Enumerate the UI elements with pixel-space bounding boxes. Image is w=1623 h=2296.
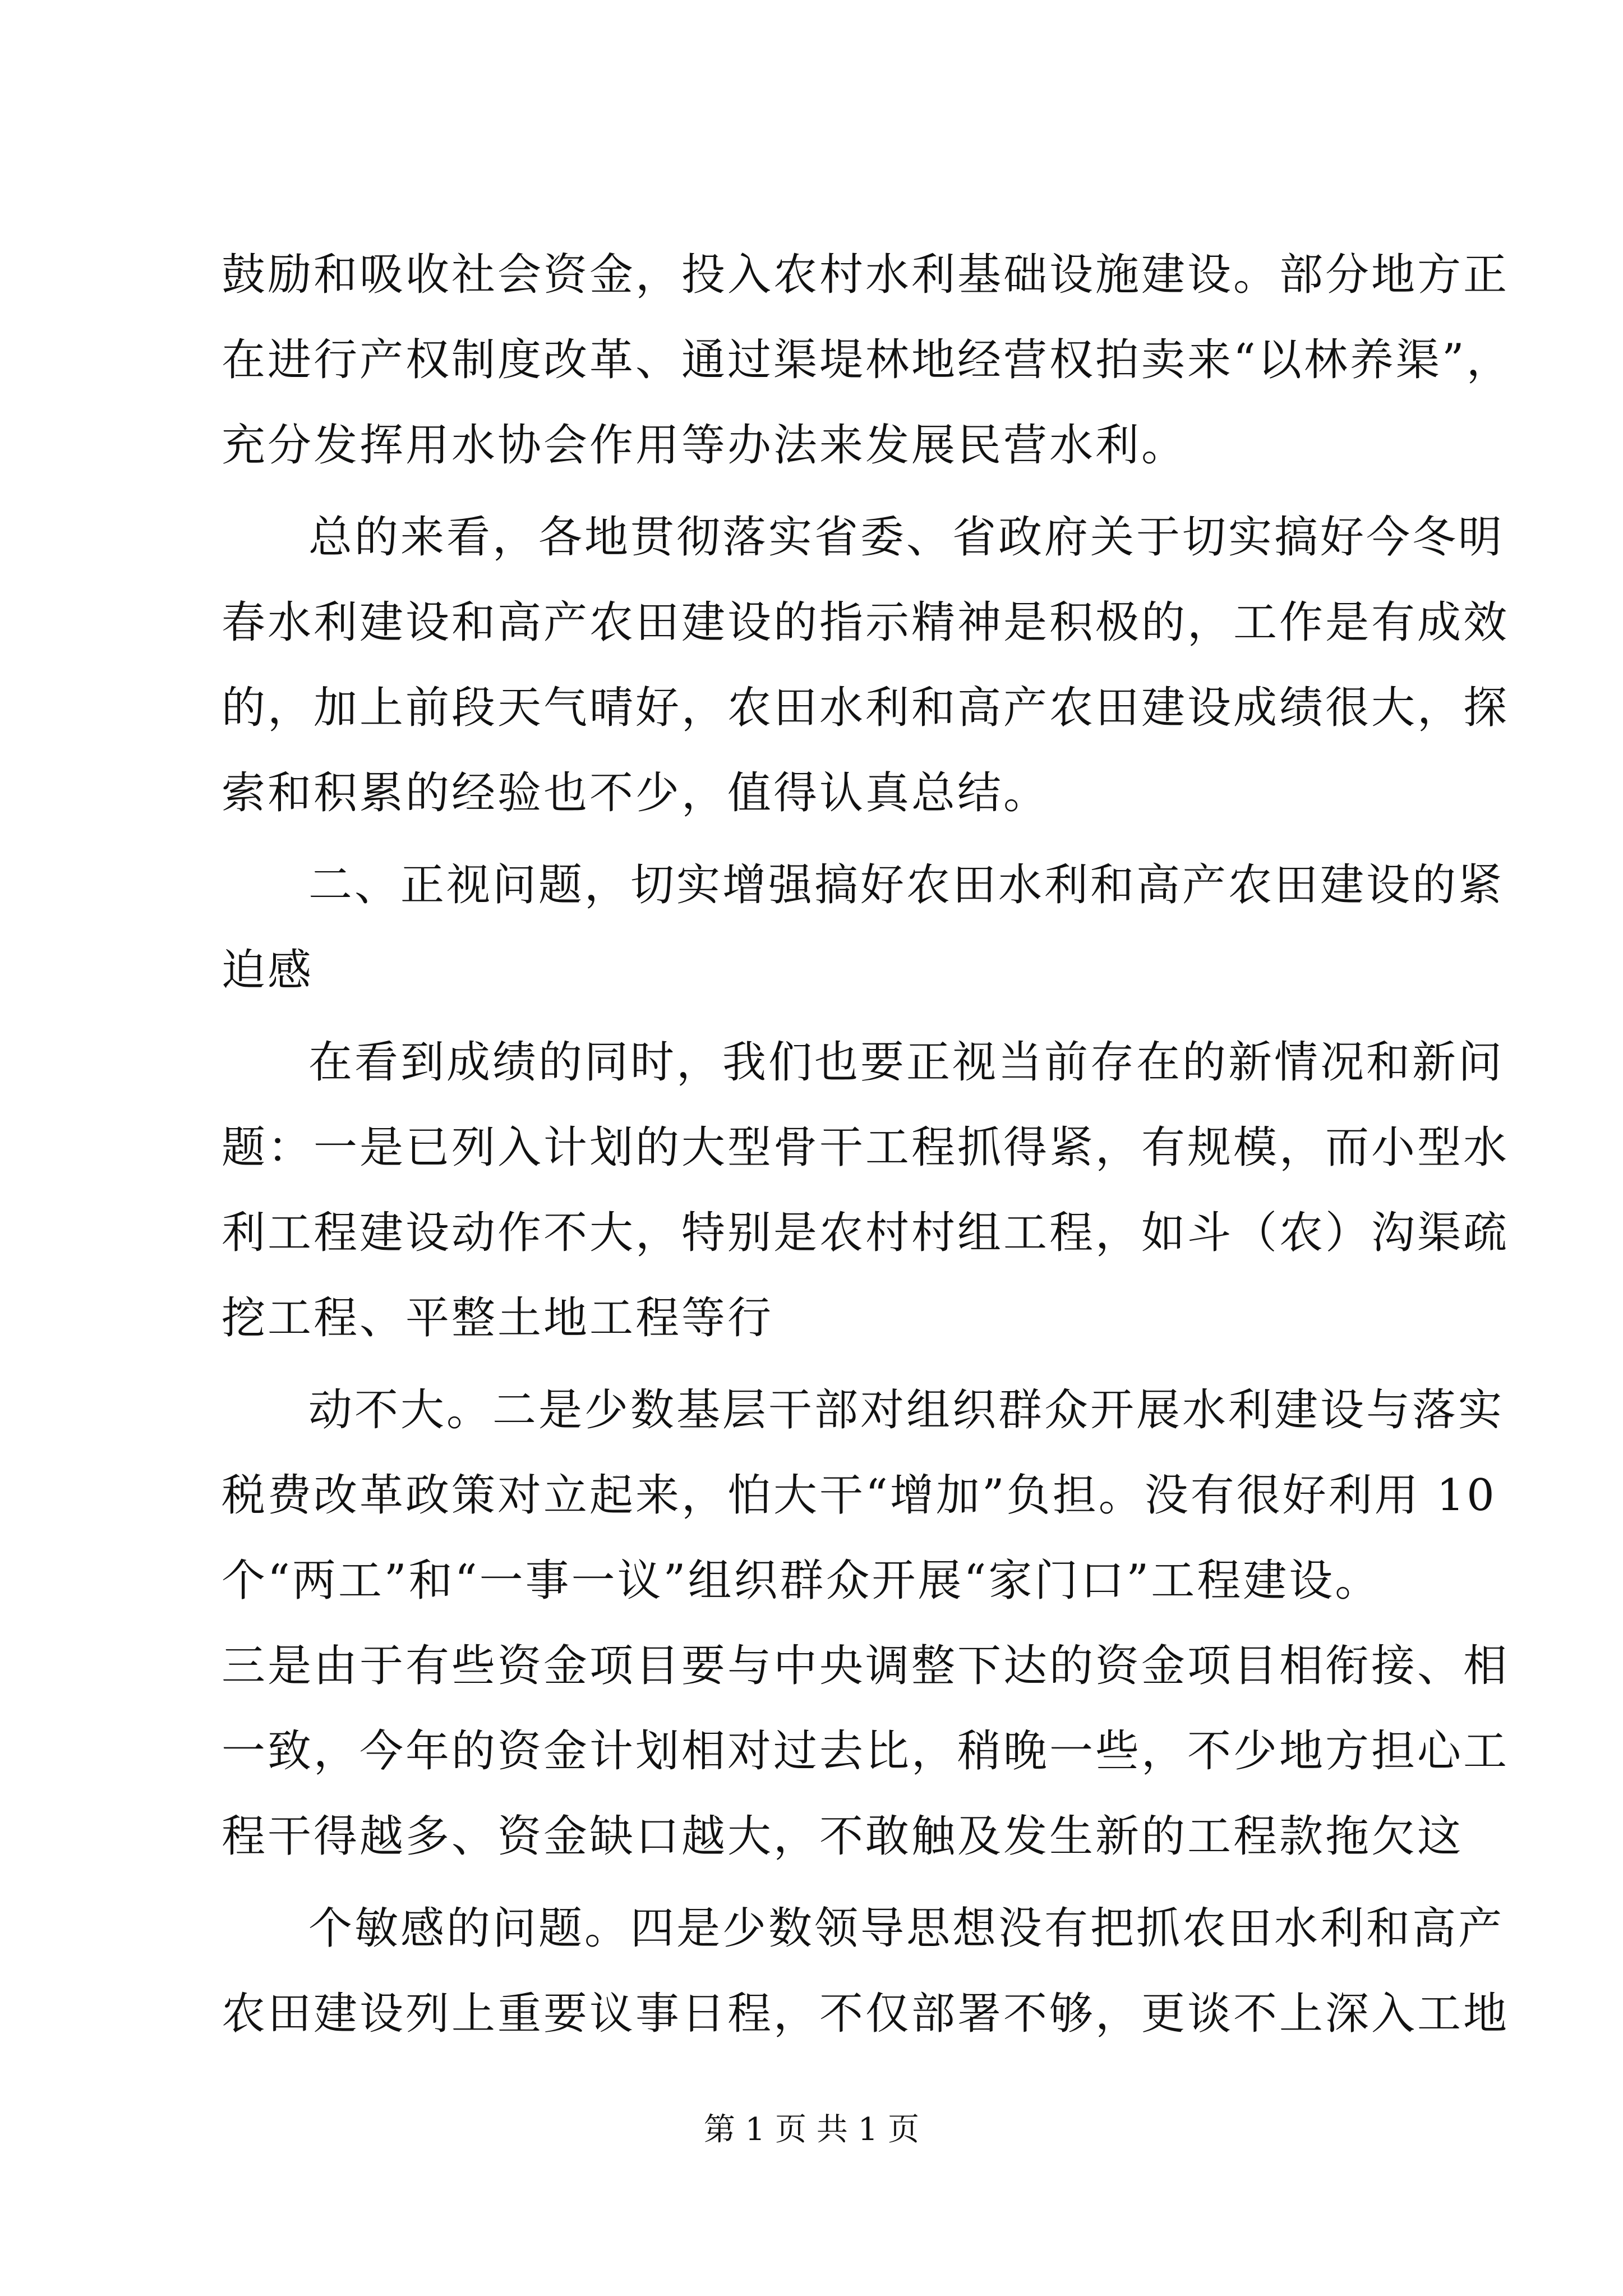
page-footer: 第 1 页 共 1 页 bbox=[703, 2111, 920, 2148]
text-line: 税费改革政策对立起来，怕大干“增加”负担。没有很好利用 10 bbox=[222, 1470, 1497, 1521]
text-line: 利工程建设动作不大，特别是农村村组工程，如斗（农）沟渠疏 bbox=[222, 1208, 1510, 1258]
text-line: 索和积累的经验也不少，值得认真总结。 bbox=[222, 768, 1050, 818]
paragraph-first-line: 在看到成绩的同时，我们也要正视当前存在的新情况和新问 bbox=[308, 1037, 1505, 1088]
paragraph-first-line: 动不大。二是少数基层干部对组织群众开展水利建设与落实 bbox=[308, 1385, 1505, 1435]
text-line: 三是由于有些资金项目要与中央调整下达的资金项目相衔接、相 bbox=[222, 1641, 1510, 1691]
text-line: 鼓励和吸收社会资金，投入农村水利基础设施建设。部分地方正 bbox=[222, 250, 1510, 300]
text-line: 在进行产权制度改革、通过渠堤林地经营权拍卖来“以林养渠”， bbox=[222, 335, 1513, 385]
text-line: 题：一是已列入计划的大型骨干工程抓得紧，有规模，而小型水 bbox=[222, 1122, 1510, 1173]
paragraph-first-line: 个敏感的问题。四是少数领导思想没有把抓农田水利和高产 bbox=[308, 1903, 1505, 1954]
paragraph-first-line: 总的来看，各地贯彻落实省委、省政府关于切实搞好今冬明 bbox=[308, 512, 1505, 563]
text-line: 充分发挥用水协会作用等办法来发展民营水利。 bbox=[222, 420, 1188, 471]
text-line: 的，加上前段天气晴好，农田水利和高产农田建设成绩很大，探 bbox=[222, 683, 1510, 733]
text-line: 一致，今年的资金计划相对过去比，稍晚一些，不少地方担心工 bbox=[222, 1726, 1510, 1777]
section-heading: 二、正视问题，切实增强搞好农田水利和高产农田建设的紧 bbox=[308, 860, 1505, 910]
text-line: 程干得越多、资金缺口越大，不敢触及发生新的工程款拖欠这 bbox=[222, 1811, 1464, 1862]
text-line: 个“两工”和“一事一议”组织群众开展“家门口”工程建设。 bbox=[222, 1556, 1381, 1606]
text-line: 挖工程、平整土地工程等行 bbox=[222, 1293, 774, 1343]
text-line: 农田建设列上重要议事日程，不仅部署不够，更谈不上深入工地 bbox=[222, 1989, 1510, 2039]
section-heading-continued: 迫感 bbox=[222, 945, 314, 996]
text-line: 春水利建设和高产农田建设的指示精神是积极的，工作是有成效 bbox=[222, 597, 1510, 648]
